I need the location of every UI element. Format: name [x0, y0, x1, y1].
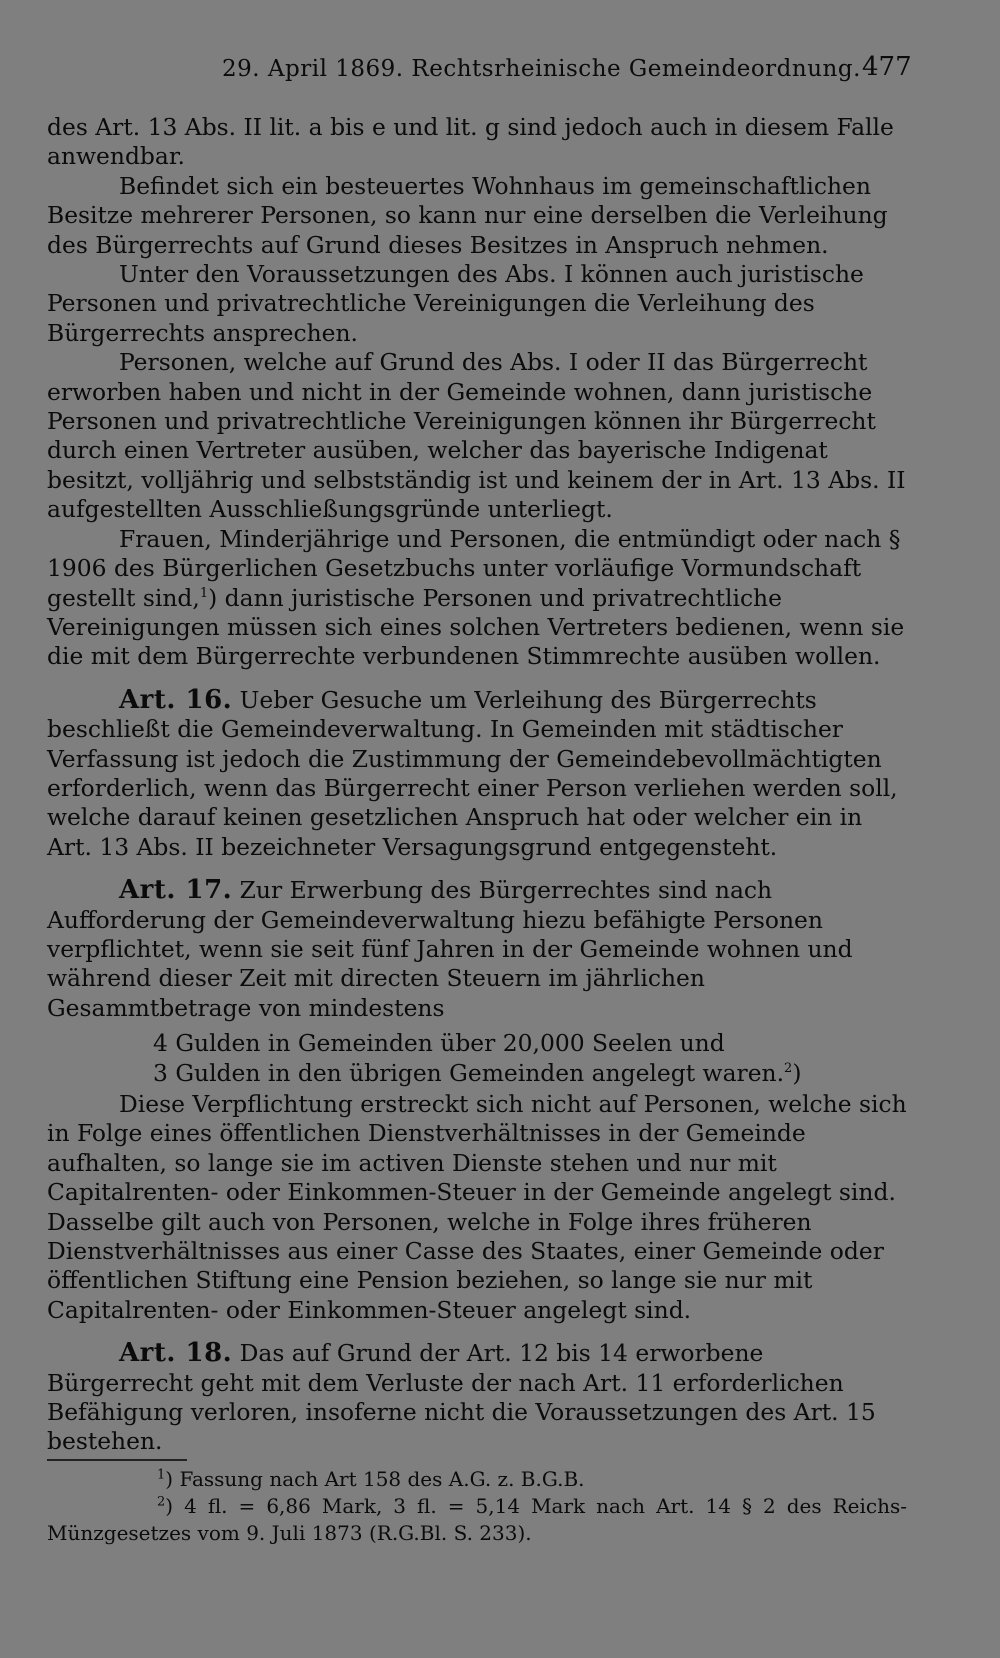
footnotes [47, 1466, 907, 1547]
article-17-amounts [47, 1029, 907, 1088]
amount-line-2 [153, 1059, 907, 1088]
amount-line-2-text: 3 Gulden in den übrigen Gemeinden angelegt waren. [153, 1058, 785, 1087]
article-16 [47, 686, 907, 862]
paragraph-legal-persons: Unter den Voraussetzungen des Abs. I können auch juristische Personen und privatrechtliche Vereinigungen die Verleihung des Bürgerrechts ansprechen. [47, 260, 864, 347]
footnote-1 [47, 1466, 907, 1493]
article-17-text: Zur Erwerbung des Bürgerrechtes sind nach Aufforderung der Gemeindeverwaltung hiezu befähigte Personen verpflichtet, wenn sie seit fünf Jahren in der Gemeinde wohnen und während dieser Zeit mit directen Steuern im jährlichen Gesammtbetrage von mindestens [47, 876, 853, 1022]
article-17-exemption: Diese Verpflichtung erstreckt sich nicht auf Personen, welche sich in Folge eines öffentlichen Dienstverhältnisses in der Gemeinde aufhalten, so lange sie im activen Dienste stehen und nur mit Capitalrenten- oder Einkommen-Steuer in der Gemeinde angelegt sind. Dasselbe gilt auch von Personen, welche in Folge ihres früheren Dienstverhältnisses aus einer Casse des Staates, einer Gemeinde oder öffentlichen Stiftung eine Pension beziehen, so lange sie nur mit Capitalrenten- oder Einkommen-Steuer angelegt sind. [47, 1090, 907, 1324]
footnote-ref-2: 2 [784, 1060, 793, 1076]
paragraph-joint-ownership: Befindet sich ein besteuertes Wohnhaus im gemeinschaftlichen Besitze mehrerer Personen, so kann nur eine derselben die Verleihung des Bürgerrechts auf Grund dieses Besitzes in Anspruch nehmen. [47, 171, 888, 259]
article-18-label: Art. 18. [119, 1338, 233, 1369]
article-16-text: Ueber Gesuche um Verleihung des Bürgerrechts beschließt die Gemeindeverwaltung. In Gemeinden mit städtischer Verfassung ist jedoch die Zustimmung der Gemeindebevollmächtigten erforderlich, wenn das Bürgerrecht einer Person verliehen werden soll, welche darauf keinen gesetzlichen Anspruch hat oder welcher ein in Art. 13 Abs. II bezeichneter Versagungsgrund entgegensteht. [47, 685, 898, 861]
paragraph-women-minors [47, 525, 907, 672]
article-18 [47, 1339, 907, 1457]
article-18-text: Das auf Grund der Art. 12 bis 14 erworbene Bürgerrecht geht mit dem Verluste der nach Art. 11 erforderlichen Befähigung verloren, insoferne nicht die Voraussetzungen des Art. 15 bestehen. [47, 1339, 876, 1456]
paragraph-continuation: des Art. 13 Abs. II lit. a bis e und lit. g sind jedoch auch in diesem Falle anwendbar. [47, 113, 894, 171]
article-17-label: Art. 17. [119, 875, 233, 906]
paragraph-women-minors-a: Frauen, Minderjährige und Personen, die entmündigt oder nach § 1906 des Bürgerlichen Gesetzbuchs unter vorläufige Vormundschaft gestellt sind, [47, 524, 901, 612]
footnote-1-text: ) Fassung nach Art 158 des A.G. z. B.G.B. [165, 1467, 585, 1491]
footnote-2-text: ) 4 fl. = 6,86 Mark, 3 fl. = 5,14 Mark nach Art. 14 § 2 des Reichs-Münzgesetzes vom 9. Juli 1873 (R.G.Bl. S. 233). [47, 1494, 907, 1545]
amount-line-2-close: ) [792, 1058, 802, 1087]
footnote-1-mark: 1 [157, 1467, 166, 1483]
amount-line-1: 4 Gulden in Gemeinden über 20,000 Seelen und [153, 1029, 725, 1058]
footnote-ref-1: 1 [199, 585, 209, 601]
page-number: 477 [862, 52, 912, 82]
article-16-label: Art. 16. [119, 684, 233, 715]
footnote-2 [47, 1493, 907, 1547]
paragraph-representative: Personen, welche auf Grund des Abs. I oder II das Bürgerrecht erworben haben und nicht in der Gemeinde wohnen, dann juristische Personen und privatrechtliche Vereinigungen können ihr Bürgerrecht durch einen Vertreter ausüben, welcher das bayerische Indigenat besitzt, volljährig und selbstständig ist und keinem der in Art. 13 Abs. II aufgestellten Ausschließungsgründe unterliegt. [47, 348, 906, 524]
running-header [0, 52, 1000, 92]
header-title: 29. April 1869. Rechtsrheinische Gemeindeordnung. [222, 56, 861, 82]
footnote-divider [47, 1459, 187, 1461]
body-text [47, 113, 907, 1457]
article-17 [47, 876, 907, 1023]
footnote-2-mark: 2 [157, 1494, 166, 1510]
paragraph-women-minors-b: ) dann juristische Personen und privatrechtliche Vereinigungen müssen sich eines solchen Vertreters bedienen, wenn sie die mit dem Bürgerrechte verbundenen Stimmrechte ausüben wollen. [47, 583, 905, 671]
